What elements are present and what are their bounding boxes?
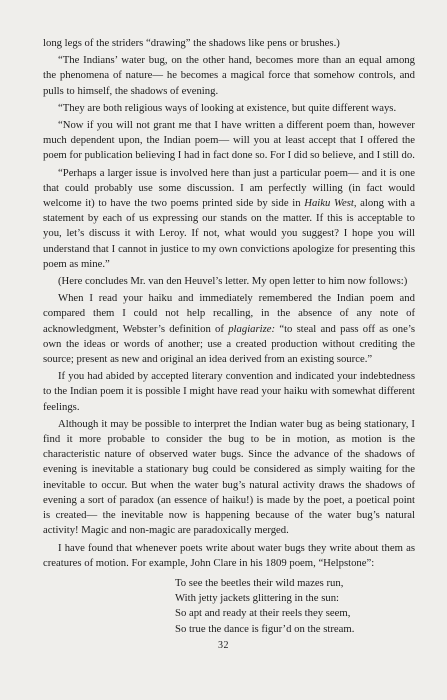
body-text xyxy=(43,36,415,637)
paragraph: I have found that whenever poets write about water bugs they write about them as creatures of motion. For example, John Clare in his 1809 poem, “Helpstone”: xyxy=(43,541,415,569)
paragraph: “Now if you will not grant me that I have written a different poem than, however much dependent upon, the Indian poem— will you at least accept that I offered the poem for publication believing I had in fact done so. For I did so believe, and I still do. xyxy=(43,119,415,162)
paragraph: “They are both religious ways of looking at existence, but quite different ways. xyxy=(58,101,397,114)
paragraph: Although it may be possible to interpret the Indian water bug as being stationary, I find it more probable to consider the bug to be in motion, as motion is the characteristic nature of observed water bugs. Since the advance of the shadows of evening is inevitable a stationary bug could be considered as simply waiting for the inevitable to occur. But when the water bug’s natural activity draws the shadows of evening a sort of paradox (an essence of haiku!) is made by the poet, a poetical point is created— the inevitable now is happening because of the water bug’s natural activity! Magic and non-magic are paradoxically merged. xyxy=(43,417,415,537)
poem-line: So true the dance is figur’d on the stream. xyxy=(175,622,355,635)
paragraph: If you had abided by accepted literary convention and indicated your indebtedness to the Indian poem it is possible I might have read your haiku with somewhat different feelings. xyxy=(43,370,415,413)
page-number: 32 xyxy=(218,640,229,651)
italic-title: Haiku West xyxy=(304,197,354,210)
text-run: When I read your haiku and immediately remembered the Indian poem and compared them I could not help recalling, in the absence of any note of acknowledgment, Webster’s definition of xyxy=(43,292,415,335)
text-run: “Perhaps a larger issue is involved here than just a particular poem— and it is one that could probably use some discussion. I am perfectly willing (in fact would welcome it) to have the two poems printed side by side in xyxy=(43,166,415,210)
paragraph: long legs of the striders “drawing” the shadows like pens or brushes.) xyxy=(43,37,340,49)
paragraph: (Here concludes Mr. van den Heuvel’s letter. My open letter to him now follows:) xyxy=(58,275,408,288)
text-run: , along with a statement by each of us expressing our stands on the matter. If this is acceptable to you, let’s discuss it with Leroy. If not, what would you suggest? I hope you will understand that I cannot in justice to my own convictions apologize for presenting this poem as mine.” xyxy=(43,197,415,270)
poem-line: To see the beetles their wild mazes run, xyxy=(175,576,344,589)
paragraph xyxy=(43,291,415,367)
poem-quote xyxy=(175,576,415,637)
paragraph xyxy=(43,166,415,272)
italic-term: plagiarize: xyxy=(228,322,276,335)
poem-line: So apt and ready at their reels they seem, xyxy=(175,607,351,620)
text-run: “to steal and pass off as one’s own the ideas or words of another; use a created production without crediting the source; present as new and original an idea derived from an existing source.” xyxy=(43,322,415,366)
paragraph: “The Indians’ water bug, on the other hand, becomes more than an equal among the phenomena of nature— he becomes a magical force that somehow controls, and pulls to himself, the shadows of evening. xyxy=(43,54,415,97)
poem-line: With jetty jackets glittering in the sun: xyxy=(175,592,340,605)
